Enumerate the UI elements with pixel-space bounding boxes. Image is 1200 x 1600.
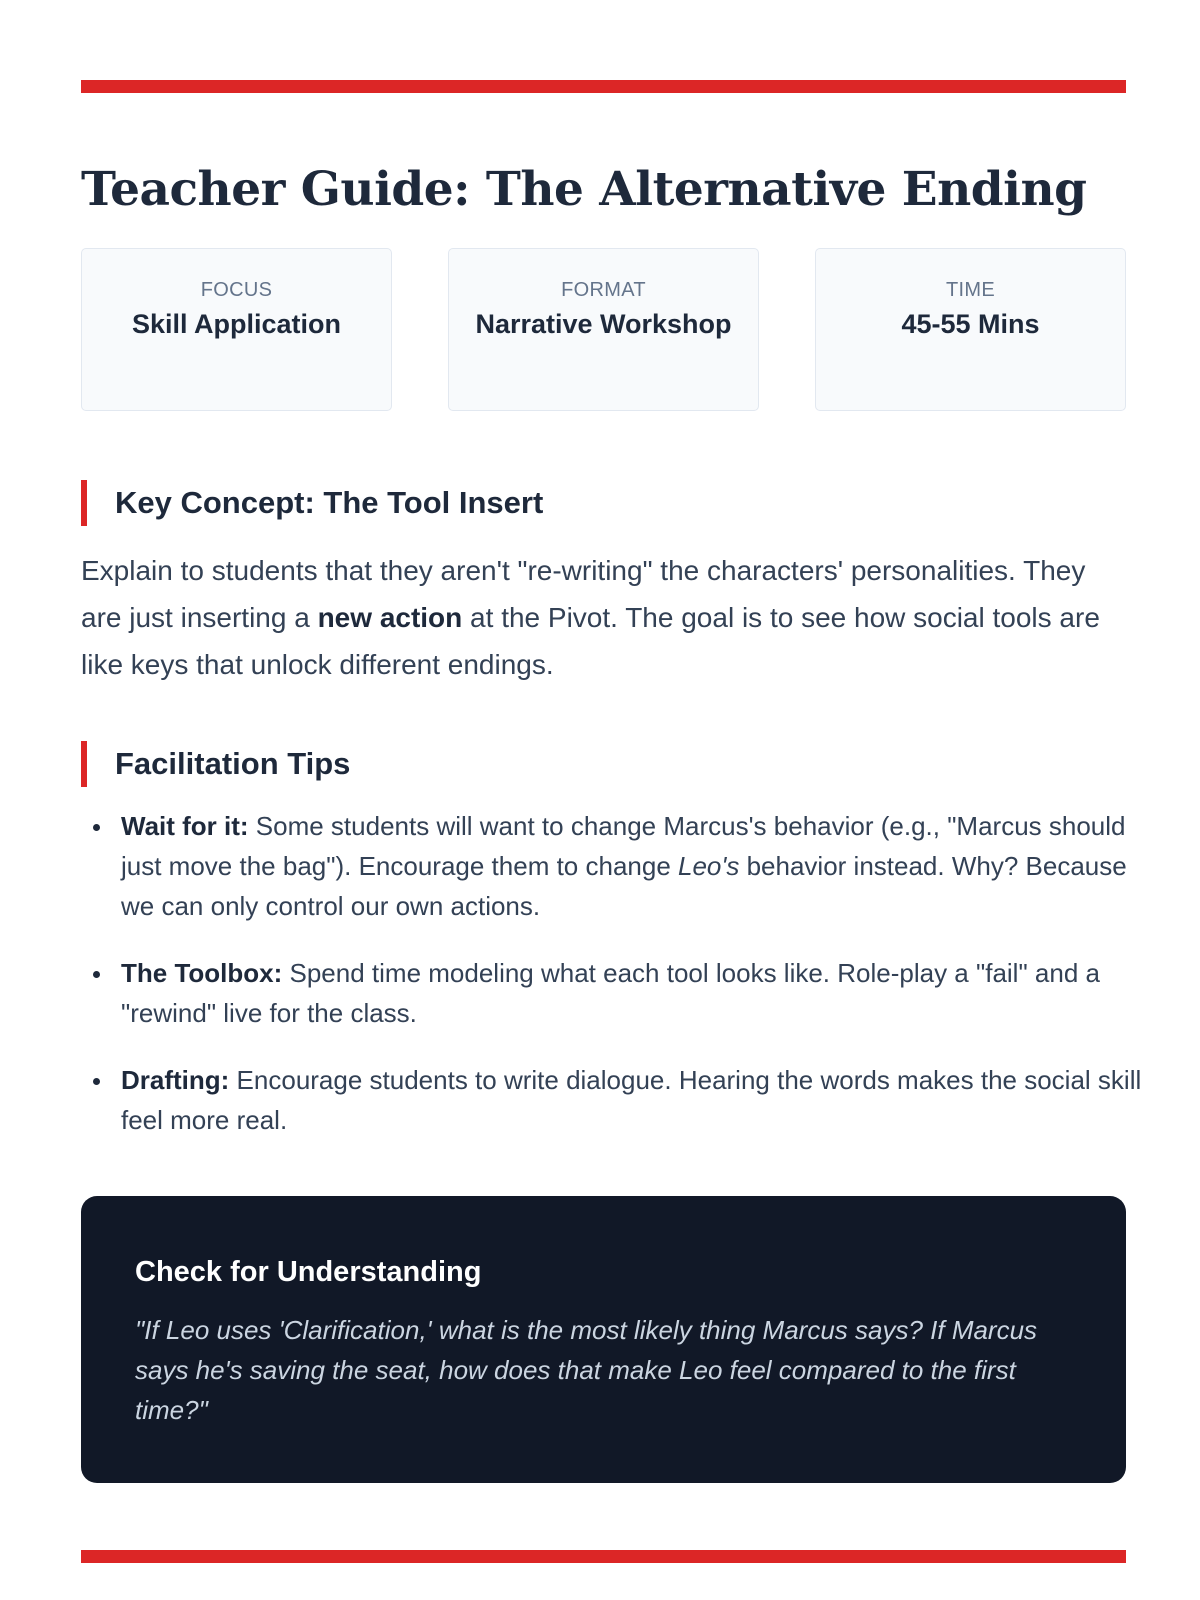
list-item — [121, 953, 1166, 1033]
meta-cards — [81, 248, 1126, 411]
key-concept-text-end: at the Pivot. The goal is to see how social tools are like keys that unlock different endings. — [81, 602, 1100, 680]
tip-title: The Toolbox: — [121, 958, 283, 988]
tip-emphasis: Leo's — [678, 851, 740, 881]
tip-text: Spend time modeling what each tool looks like. Role-play a "fail" and a "rewind" live for the class. — [121, 958, 1100, 1028]
tip-text: behavior instead. Why? Because we can only control our own actions. — [121, 851, 1127, 921]
meta-card-format — [448, 248, 759, 411]
tip-title: Drafting: — [121, 1065, 230, 1095]
top-accent-rule — [81, 80, 1126, 93]
meta-card-focus — [81, 248, 392, 411]
meta-label: FORMAT — [561, 279, 646, 301]
meta-label: FOCUS — [200, 279, 273, 301]
key-concept-bold-phrase: new action — [317, 602, 463, 633]
tip-title: Wait for it: — [121, 811, 249, 841]
key-concept-heading: Key Concept: The Tool Insert — [81, 480, 543, 526]
key-concept-text-start: Explain to students that they aren't "re-writing" the characters' personalities. They are just inserting a — [81, 555, 1086, 633]
check-title: Check for Understanding — [135, 1256, 482, 1288]
tip-text: Encourage students to write dialogue. Hearing the words makes the social skill feel more real. — [121, 1065, 1142, 1135]
meta-label: TIME — [946, 279, 995, 301]
list-item — [121, 806, 1166, 926]
check-question: "If Leo uses 'Clarification,' what is the most likely thing Marcus says? If Marcus says he's saving the seat, how does that make Leo feel compared to the first time?" — [135, 1315, 1038, 1425]
facilitation-tips-list — [81, 806, 1166, 1167]
meta-card-time — [815, 248, 1126, 411]
tip-text: Some students will want to change Marcus's behavior (e.g., "Marcus should just move the bag"). Encourage them to change — [121, 811, 1126, 881]
meta-value: Narrative Workshop — [475, 309, 732, 339]
key-concept-paragraph — [81, 547, 1126, 688]
meta-value: Skill Application — [131, 309, 342, 339]
page-title: Teacher Guide: The Alternative Ending — [81, 162, 1087, 217]
bottom-accent-rule — [81, 1550, 1126, 1563]
facilitation-tips-heading: Facilitation Tips — [81, 741, 350, 787]
meta-value: 45-55 Mins — [901, 309, 1040, 339]
check-for-understanding-box — [81, 1196, 1126, 1483]
list-item — [121, 1060, 1166, 1140]
